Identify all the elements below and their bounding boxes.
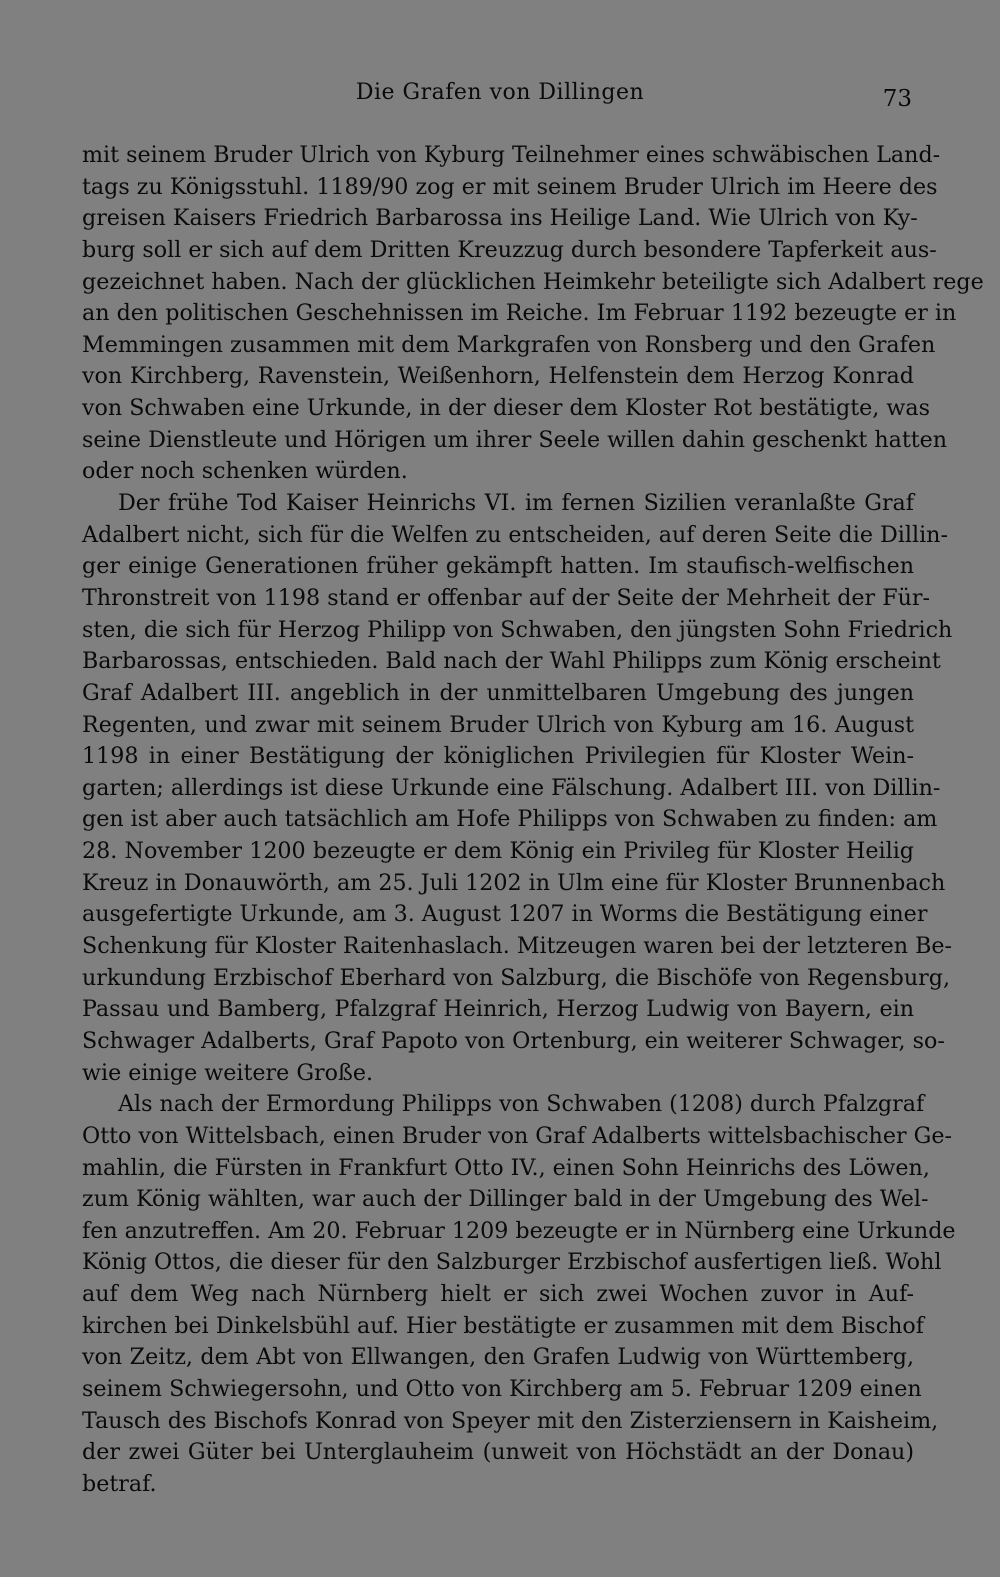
text-line: von Zeitz, dem Abt von Ellwangen, den Grafen Ludwig von Württemberg, [82,1344,914,1371]
text-line: Tausch des Bischofs Konrad von Speyer mit den Zisterziensern in Kaisheim, [82,1407,939,1434]
text-line: sten, die sich für Herzog Philipp von Schwaben, den jüngsten Sohn Friedrich [82,616,953,643]
text-line: Otto von Wittelsbach, einen Bruder von Graf Adalberts wittelsbachischer Ge- [82,1122,952,1149]
text-line: garten; allerdings ist diese Urkunde eine Fälschung. Adalbert III. von Dillin- [82,774,941,801]
text-line: wie einige weitere Große. [82,1059,374,1086]
text-line: gen ist aber auch tatsächlich am Hofe Philipps von Schwaben zu finden: am [82,806,938,833]
text-line: kirchen bei Dinkelsbühl auf. Hier bestätigte er zusammen mit dem Bischof [82,1312,924,1339]
text-line: König Ottos, die dieser für den Salzburger Erzbischof ausfertigen ließ. Wohl [82,1249,942,1276]
text-line: von Kirchberg, Ravenstein, Weißenhorn, Helfenstein dem Herzog Konrad [82,363,914,390]
paragraph [82,488,953,1089]
text-line: 28. November 1200 bezeugte er dem König ein Privileg für Kloster Heilig [82,838,914,865]
text-line: Thronstreit von 1198 stand er offenbar auf der Seite der Mehrheit der Für- [82,584,931,611]
text-line: Adalbert nicht, sich für die Welfen zu entscheiden, auf deren Seite die Dillin- [82,521,948,548]
paragraph [82,1089,956,1500]
text-line: Schwager Adalberts, Graf Papoto von Ortenburg, ein weiterer Schwager, so- [82,1027,945,1054]
text-line: an den politischen Geschehnissen im Reiche. Im Februar 1192 bezeugte er in [82,300,957,327]
text-line: zum König wählten, war auch der Dillinger bald in der Umgebung des Wel- [82,1186,929,1213]
text-line: seinem Schwiegersohn, und Otto von Kirchberg am 5. Februar 1209 einen [82,1375,922,1402]
text-line: ger einige Generationen früher gekämpft hatten. Im staufisch-welfischen [82,553,914,580]
text-line: oder noch schenken würden. [82,458,408,485]
text-line: Regenten, und zwar mit seinem Bruder Ulrich von Kyburg am 16. August [82,711,914,738]
text-line: von Schwaben eine Urkunde, in der dieser dem Kloster Rot bestätigte, was [82,395,930,422]
text-line: ausgefertigte Urkunde, am 3. August 1207 in Worms die Bestätigung einer [82,901,928,928]
text-line: seine Dienstleute und Hörigen um ihrer Seele willen dahin geschenkt hatten [82,426,948,453]
text-line: Der frühe Tod Kaiser Heinrichs VI. im fernen Sizilien veranlaßte Graf [118,490,914,517]
text-line: gezeichnet haben. Nach der glücklichen Heimkehr beteiligte sich Adalbert rege [82,268,984,295]
text-line: Passau und Bamberg, Pfalzgraf Heinrich, Herzog Ludwig von Bayern, ein [82,996,914,1023]
text-line: mit seinem Bruder Ulrich von Kyburg Teilnehmer eines schwäbischen Land- [82,142,941,168]
text-line: 1198 in einer Bestätigung der königlichen Privilegien für Kloster Wein- [82,743,914,770]
text-line: Kreuz in Donauwörth, am 25. Juli 1202 in Ulm eine für Kloster Brunnenbach [82,869,946,896]
text-line: mahlin, die Fürsten in Frankfurt Otto IV., einen Sohn Heinrichs des Löwen, [82,1154,930,1181]
body-text [82,140,984,1501]
text-line: Memmingen zusammen mit dem Markgrafen von Ronsberg und den Grafen [82,331,936,358]
text-line: auf dem Weg nach Nürnberg hielt er sich zwei Wochen zuvor in Auf- [82,1281,914,1308]
text-line: tags zu Königsstuhl. 1189/90 zog er mit seinem Bruder Ulrich im Heere des [82,173,938,200]
text-line: urkundung Erzbischof Eberhard von Salzburg, die Bischöfe von Regensburg, [82,964,951,991]
running-head [0,80,1000,114]
text-line: betraf. [82,1470,157,1497]
text-line: greisen Kaisers Friedrich Barbarossa ins Heilige Land. Wie Ulrich von Ky- [82,205,918,232]
text-line: der zwei Güter bei Unterglauheim (unweit von Höchstädt an der Donau) [82,1439,914,1466]
text-line: Graf Adalbert III. angeblich in der unmittelbaren Umgebung des jungen [82,679,914,706]
text-line: Schenkung für Kloster Raitenhaslach. Mitzeugen waren bei der letzteren Be- [82,933,953,960]
page-number: 73 [882,86,912,112]
paragraph [82,140,984,488]
text-line: burg soll er sich auf dem Dritten Kreuzzug durch besondere Tapferkeit aus- [82,236,937,263]
text-line: Als nach der Ermordung Philipps von Schwaben (1208) durch Pfalzgraf [118,1091,925,1118]
running-title: Die Grafen von Dillingen [355,80,645,105]
text-line: Barbarossas, entschieden. Bald nach der Wahl Philipps zum König erscheint [82,648,941,675]
text-line: fen anzutreffen. Am 20. Februar 1209 bezeugte er in Nürnberg eine Urkunde [82,1217,956,1244]
